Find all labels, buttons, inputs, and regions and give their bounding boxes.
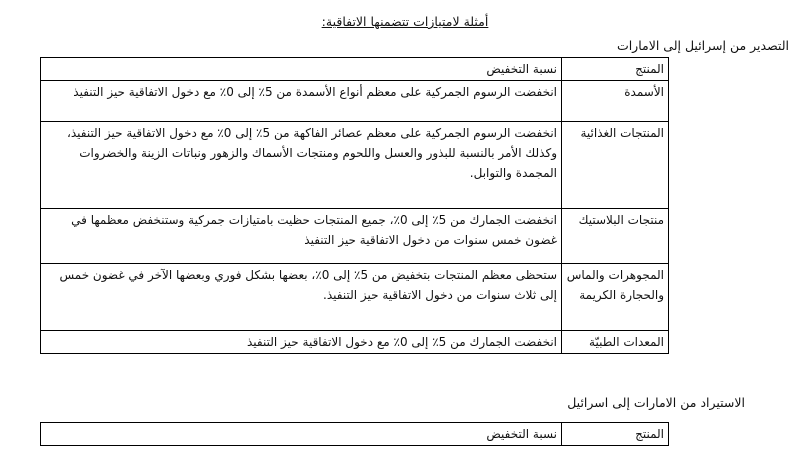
header-rate: نسبة التخفيض [41, 423, 562, 446]
page-title: أمثلة لامتيازات تتضمنها الاتفاقية: [321, 14, 489, 29]
product-cell: المنتجات الغذائية [562, 122, 669, 209]
product-cell: الأسمدة [562, 81, 669, 122]
product-cell: منتجات البلاستيك [562, 209, 669, 264]
export-section-heading: التصدير من إسرائيل إلى الامارات [616, 38, 789, 53]
header-product: المنتج [562, 58, 669, 81]
table-row [41, 331, 669, 354]
header-rate: نسبة التخفيض [41, 58, 562, 81]
rate-cell: انخفضت الرسوم الجمركية على معظم أنواع الأسمدة من 5٪ إلى 0٪ مع دخول الاتفاقية حيز التنفيذ [41, 81, 562, 122]
header-product: المنتج [562, 423, 669, 446]
rate-cell: ستحظى معظم المنتجات بتخفيض من 5٪ إلى 0٪، بعضها بشكل فوري وبعضها الآخر في غضون خمس إلى ثلاث سنوات من دخول الاتفاقية حيز التنفيذ. [41, 264, 562, 331]
rate-cell: انخفضت الجمارك من 5٪ إلى 0٪، جميع المنتجات حظيت بامتيازات جمركية وستنخفض معظمها في غضون خمس سنوات من دخول الاتفاقية حيز التنفيذ [41, 209, 562, 264]
import-table [40, 422, 669, 446]
table-row [41, 81, 669, 122]
rate-cell: انخفضت الرسوم الجمركية على معظم عصائر الفاكهة من 5٪ إلى 0٪ مع دخول الاتفاقية حيز التنفيذ، وكذلك الأمر بالنسبة للبذور والعسل واللحوم ومنتجات الأسماك والزهور ونباتات الزينة والخضروات المجمدة والتوابل. [41, 122, 562, 209]
rate-cell: انخفضت الجمارك من 5٪ إلى 0٪ مع دخول الاتفاقية حيز التنفيذ [41, 331, 562, 354]
table-row [41, 209, 669, 264]
import-section-heading: الاستيراد من الامارات إلى اسرائيل [567, 395, 745, 410]
product-cell: المعدات الطبيّة [562, 331, 669, 354]
table-header-row [41, 58, 669, 81]
table-row [41, 122, 669, 209]
product-cell: المجوهرات والماس والحجارة الكريمة [562, 264, 669, 331]
table-header-row [41, 423, 669, 446]
export-table [40, 57, 669, 354]
table-row [41, 264, 669, 331]
